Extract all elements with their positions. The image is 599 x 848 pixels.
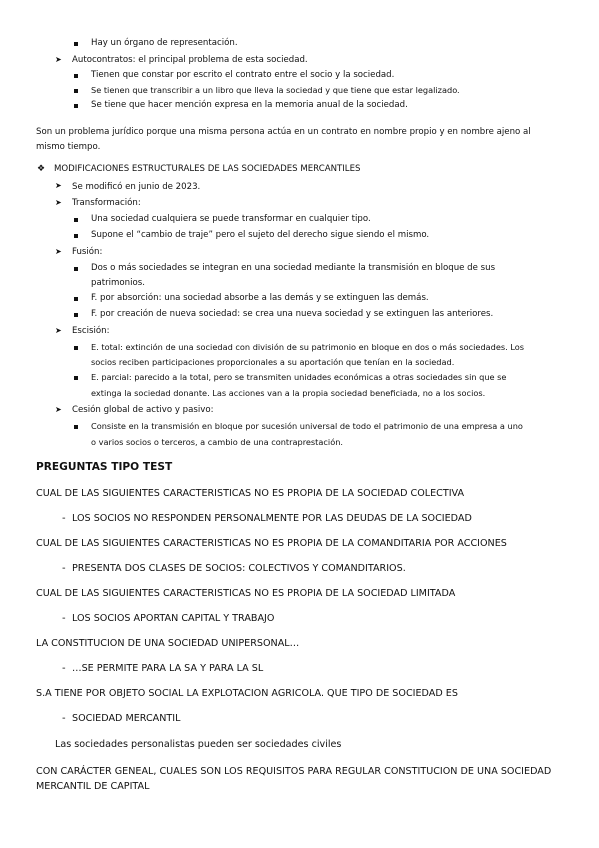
dash-bullet: - bbox=[62, 613, 66, 624]
square-bullet-icon bbox=[74, 313, 78, 317]
paragraph-line: Son un problema jurídico porque una misma persona actúa en un contrato en nombre propio y en nombre ajeno al bbox=[36, 127, 531, 137]
paragraph-line: mismo tiempo. bbox=[36, 142, 101, 152]
question: S.A TIENE POR OBJETO SOCIAL LA EXPLOTACION AGRICOLA. QUE TIPO DE SOCIEDAD ES bbox=[36, 688, 458, 699]
dash-bullet: - bbox=[62, 563, 66, 574]
dash-bullet: - bbox=[62, 513, 66, 524]
bullet-text: Se tiene que hacer mención expresa en la memoria anual de la sociedad. bbox=[91, 100, 408, 110]
bullet-text: F. por absorción: una sociedad absorbe a las demás y se extinguen las demás. bbox=[91, 293, 429, 303]
list-item-fusion: Fusión: bbox=[72, 247, 103, 257]
square-bullet-icon bbox=[74, 234, 78, 238]
square-bullet-icon bbox=[74, 267, 78, 271]
question: CUAL DE LAS SIGUIENTES CARACTERISTICAS NO ES PROPIA DE LA SOCIEDAD COLECTIVA bbox=[36, 488, 465, 499]
bullet-text: Supone el “cambio de traje” pero el sujeto del derecho sigue siendo el mismo. bbox=[91, 230, 430, 240]
test-heading: PREGUNTAS TIPO TEST bbox=[36, 461, 173, 473]
bullet-text: Una sociedad cualquiera se puede transformar en cualquier tipo. bbox=[91, 214, 371, 224]
question: CUAL DE LAS SIGUIENTES CARACTERISTICAS NO ES PROPIA DE LA COMANDITARIA POR ACCIONES bbox=[36, 538, 507, 549]
square-bullet-icon bbox=[74, 297, 78, 301]
arrow-bullet-icon: ➤ bbox=[55, 181, 62, 190]
bullet-text: Dos o más sociedades se integran en una sociedad mediante la transmisión en bloque de sus bbox=[91, 263, 496, 273]
bullet-text: Tienen que constar por escrito el contrato entre el socio y la sociedad. bbox=[91, 70, 395, 80]
bullet-text: F. por creación de nueva sociedad: se crea una nueva sociedad y se extinguen las anteriores. bbox=[91, 309, 494, 319]
diamond-bullet-icon: ❖ bbox=[37, 164, 46, 174]
arrow-bullet-icon: ➤ bbox=[55, 405, 62, 414]
list-item-transformacion: Transformación: bbox=[72, 198, 141, 208]
dash-bullet: - bbox=[62, 713, 66, 724]
bullet-text-cont: socios reciben participaciones proporcionales a su aportación que tenían en la sociedad. bbox=[91, 357, 455, 367]
note-line: Las sociedades personalistas pueden ser sociedades civiles bbox=[55, 739, 342, 750]
bullet-text: Consiste en la transmisión en bloque por sucesión universal de todo el patrimonio de una empresa a uno bbox=[91, 421, 523, 431]
list-item-escision: Escisión: bbox=[72, 326, 110, 336]
bullet-text: Se tienen que transcribir a un libro que lleva la sociedad y que tiene que estar legalizado. bbox=[91, 85, 460, 95]
list-item-cesion: Cesión global de activo y pasivo: bbox=[72, 405, 214, 415]
answer: …SE PERMITE PARA LA SA Y PARA LA SL bbox=[72, 663, 264, 674]
section-title: MODIFICACIONES ESTRUCTURALES DE LAS SOCIEDADES MERCANTILES bbox=[54, 164, 361, 174]
square-bullet-icon bbox=[74, 376, 78, 380]
answer: LOS SOCIOS NO RESPONDEN PERSONALMENTE POR LAS DEUDAS DE LA SOCIEDAD bbox=[72, 513, 472, 524]
square-bullet-icon bbox=[74, 74, 78, 78]
bullet-text: E. parcial: parecido a la total, pero se transmiten unidades económicas a otras sociedades sin que se bbox=[91, 372, 507, 382]
arrow-bullet-icon: ➤ bbox=[55, 326, 62, 335]
dash-bullet: - bbox=[62, 663, 66, 674]
square-bullet-icon bbox=[74, 42, 78, 46]
square-bullet-icon bbox=[74, 218, 78, 222]
arrow-bullet-icon: ➤ bbox=[55, 247, 62, 256]
bullet-text-cont: o varios socios o terceros, a cambio de una contraprestación. bbox=[91, 437, 343, 447]
square-bullet-icon bbox=[74, 425, 78, 429]
question-cont: MERCANTIL DE CAPITAL bbox=[36, 781, 150, 792]
question: CON CARÁCTER GENEAL, CUALES SON LOS REQUISITOS PARA REGULAR CONSTITUCION DE UNA SOCIEDAD bbox=[36, 766, 552, 777]
square-bullet-icon bbox=[74, 89, 78, 93]
answer: SOCIEDAD MERCANTIL bbox=[72, 713, 181, 724]
answer: LOS SOCIOS APORTAN CAPITAL Y TRABAJO bbox=[72, 613, 275, 624]
bullet-text: E. total: extinción de una sociedad con división de su patrimonio en bloque en dos o más sociedades. Los bbox=[91, 342, 525, 352]
answer: PRESENTA DOS CLASES DE SOCIOS: COLECTIVOS Y COMANDITARIOS. bbox=[72, 563, 406, 574]
bullet-text-cont: patrimonios. bbox=[91, 278, 145, 288]
arrow-bullet-icon: ➤ bbox=[55, 198, 62, 207]
list-item: Se modificó en junio de 2023. bbox=[72, 182, 201, 192]
square-bullet-icon bbox=[74, 104, 78, 108]
bullet-text-cont: extinga la sociedad donante. Las acciones van a la propia sociedad beneficiada, no a los socios. bbox=[91, 388, 486, 398]
list-item-autocontratos: Autocontratos: el principal problema de esta sociedad. bbox=[72, 55, 308, 65]
bullet-text: Hay un órgano de representación. bbox=[91, 38, 238, 48]
question: LA CONSTITUCION DE UNA SOCIEDAD UNIPERSONAL… bbox=[36, 638, 300, 649]
arrow-bullet-icon: ➤ bbox=[55, 55, 62, 64]
question: CUAL DE LAS SIGUIENTES CARACTERISTICAS NO ES PROPIA DE LA SOCIEDAD LIMITADA bbox=[36, 588, 456, 599]
square-bullet-icon bbox=[74, 346, 78, 350]
